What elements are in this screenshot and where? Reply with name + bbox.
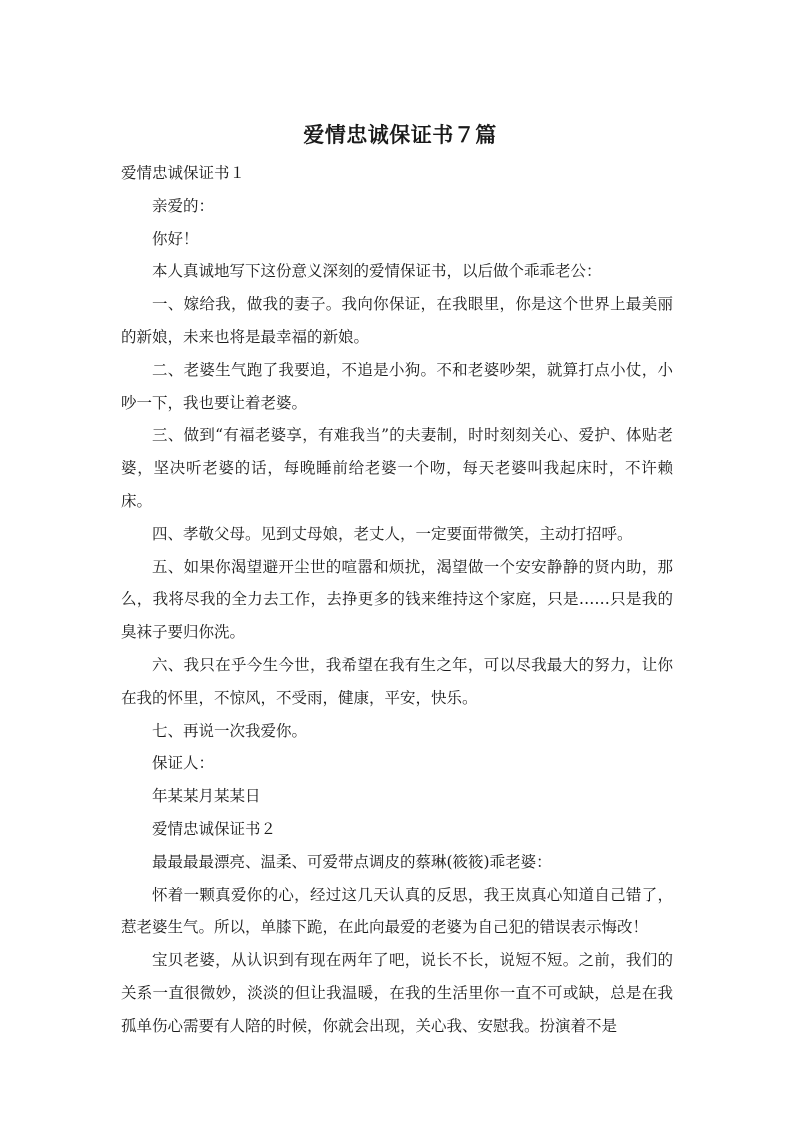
document-title: 爱情忠诚保证书７篇	[303, 123, 497, 147]
paragraph: 二、老婆生气跑了我要追，不追是小狗。不和老婆吵架，就算打点小仗，小吵一下，我也要让着老婆。	[121, 360, 673, 412]
paragraph: 六、我只在乎今生今世，我希望在我有生之年，可以尽我最大的努力，让你在我的怀里，不惊风，不受雨，健康，平安，快乐。	[121, 655, 673, 707]
paragraph: 三、做到“有福老婆享，有难我当”的夫妻制，时时刻刻关心、爱护、体贴老婆，坚决听老婆的话，每晚睡前给老婆一个吻，每天老婆叫我起床时，不许赖床。	[121, 426, 673, 510]
paragraph: 亲爱的：	[152, 196, 215, 215]
paragraph: 宝贝老婆，从认识到有现在两年了吧，说长不长，说短不短。之前，我们的关系一直很微妙，淡淡的但让我温暖，在我的生活里你一直不可或缺，总是在我孤单伤心需要有人陪的时候，你就会出现，关心我、安慰我。扮演着不是	[121, 951, 673, 1035]
paragraph: 五、如果你渴望避开尘世的喧嚣和烦扰，渴望做一个安安静静的贤内助，那么，我将尽我的全力去工作，去挣更多的钱来维持这个家庭，只是……只是我的臭袜子要归你洗。	[121, 557, 673, 642]
paragraph: 保证人：	[152, 754, 215, 773]
paragraph: 年某某月某某日	[152, 787, 261, 806]
paragraph: 一、嫁给我，做我的妻子。我向你保证，在我眼里，你是这个世界上最美丽的新娘，未来也将是最幸福的新娘。	[121, 295, 673, 346]
paragraph: 爱情忠诚保证书２	[152, 819, 277, 838]
section-heading: 爱情忠诚保证书１	[121, 164, 246, 182]
document-body	[121, 157, 673, 1043]
paragraph: 本人真诚地写下这份意义深刻的爱情保证书，以后做个乖乖老公：	[152, 262, 602, 281]
paragraph: 你好！	[152, 229, 199, 248]
paragraph: 怀着一颗真爱你的心，经过这几天认真的反思，我王岚真心知道自己错了，惹老婆生气。所以，单膝下跪，在此向最爱的老婆为自己犯的错误表示悔改！	[121, 885, 673, 937]
paragraph: 七、再说一次我爱你。	[152, 721, 308, 740]
paragraph: 最最最最漂亮、温柔、可爱带点调皮的蔡琳(筱筱)乖老婆：	[152, 852, 552, 871]
paragraph: 四、孝敬父母。见到丈母娘，老丈人，一定要面带微笑，主动打招呼。	[152, 524, 633, 543]
